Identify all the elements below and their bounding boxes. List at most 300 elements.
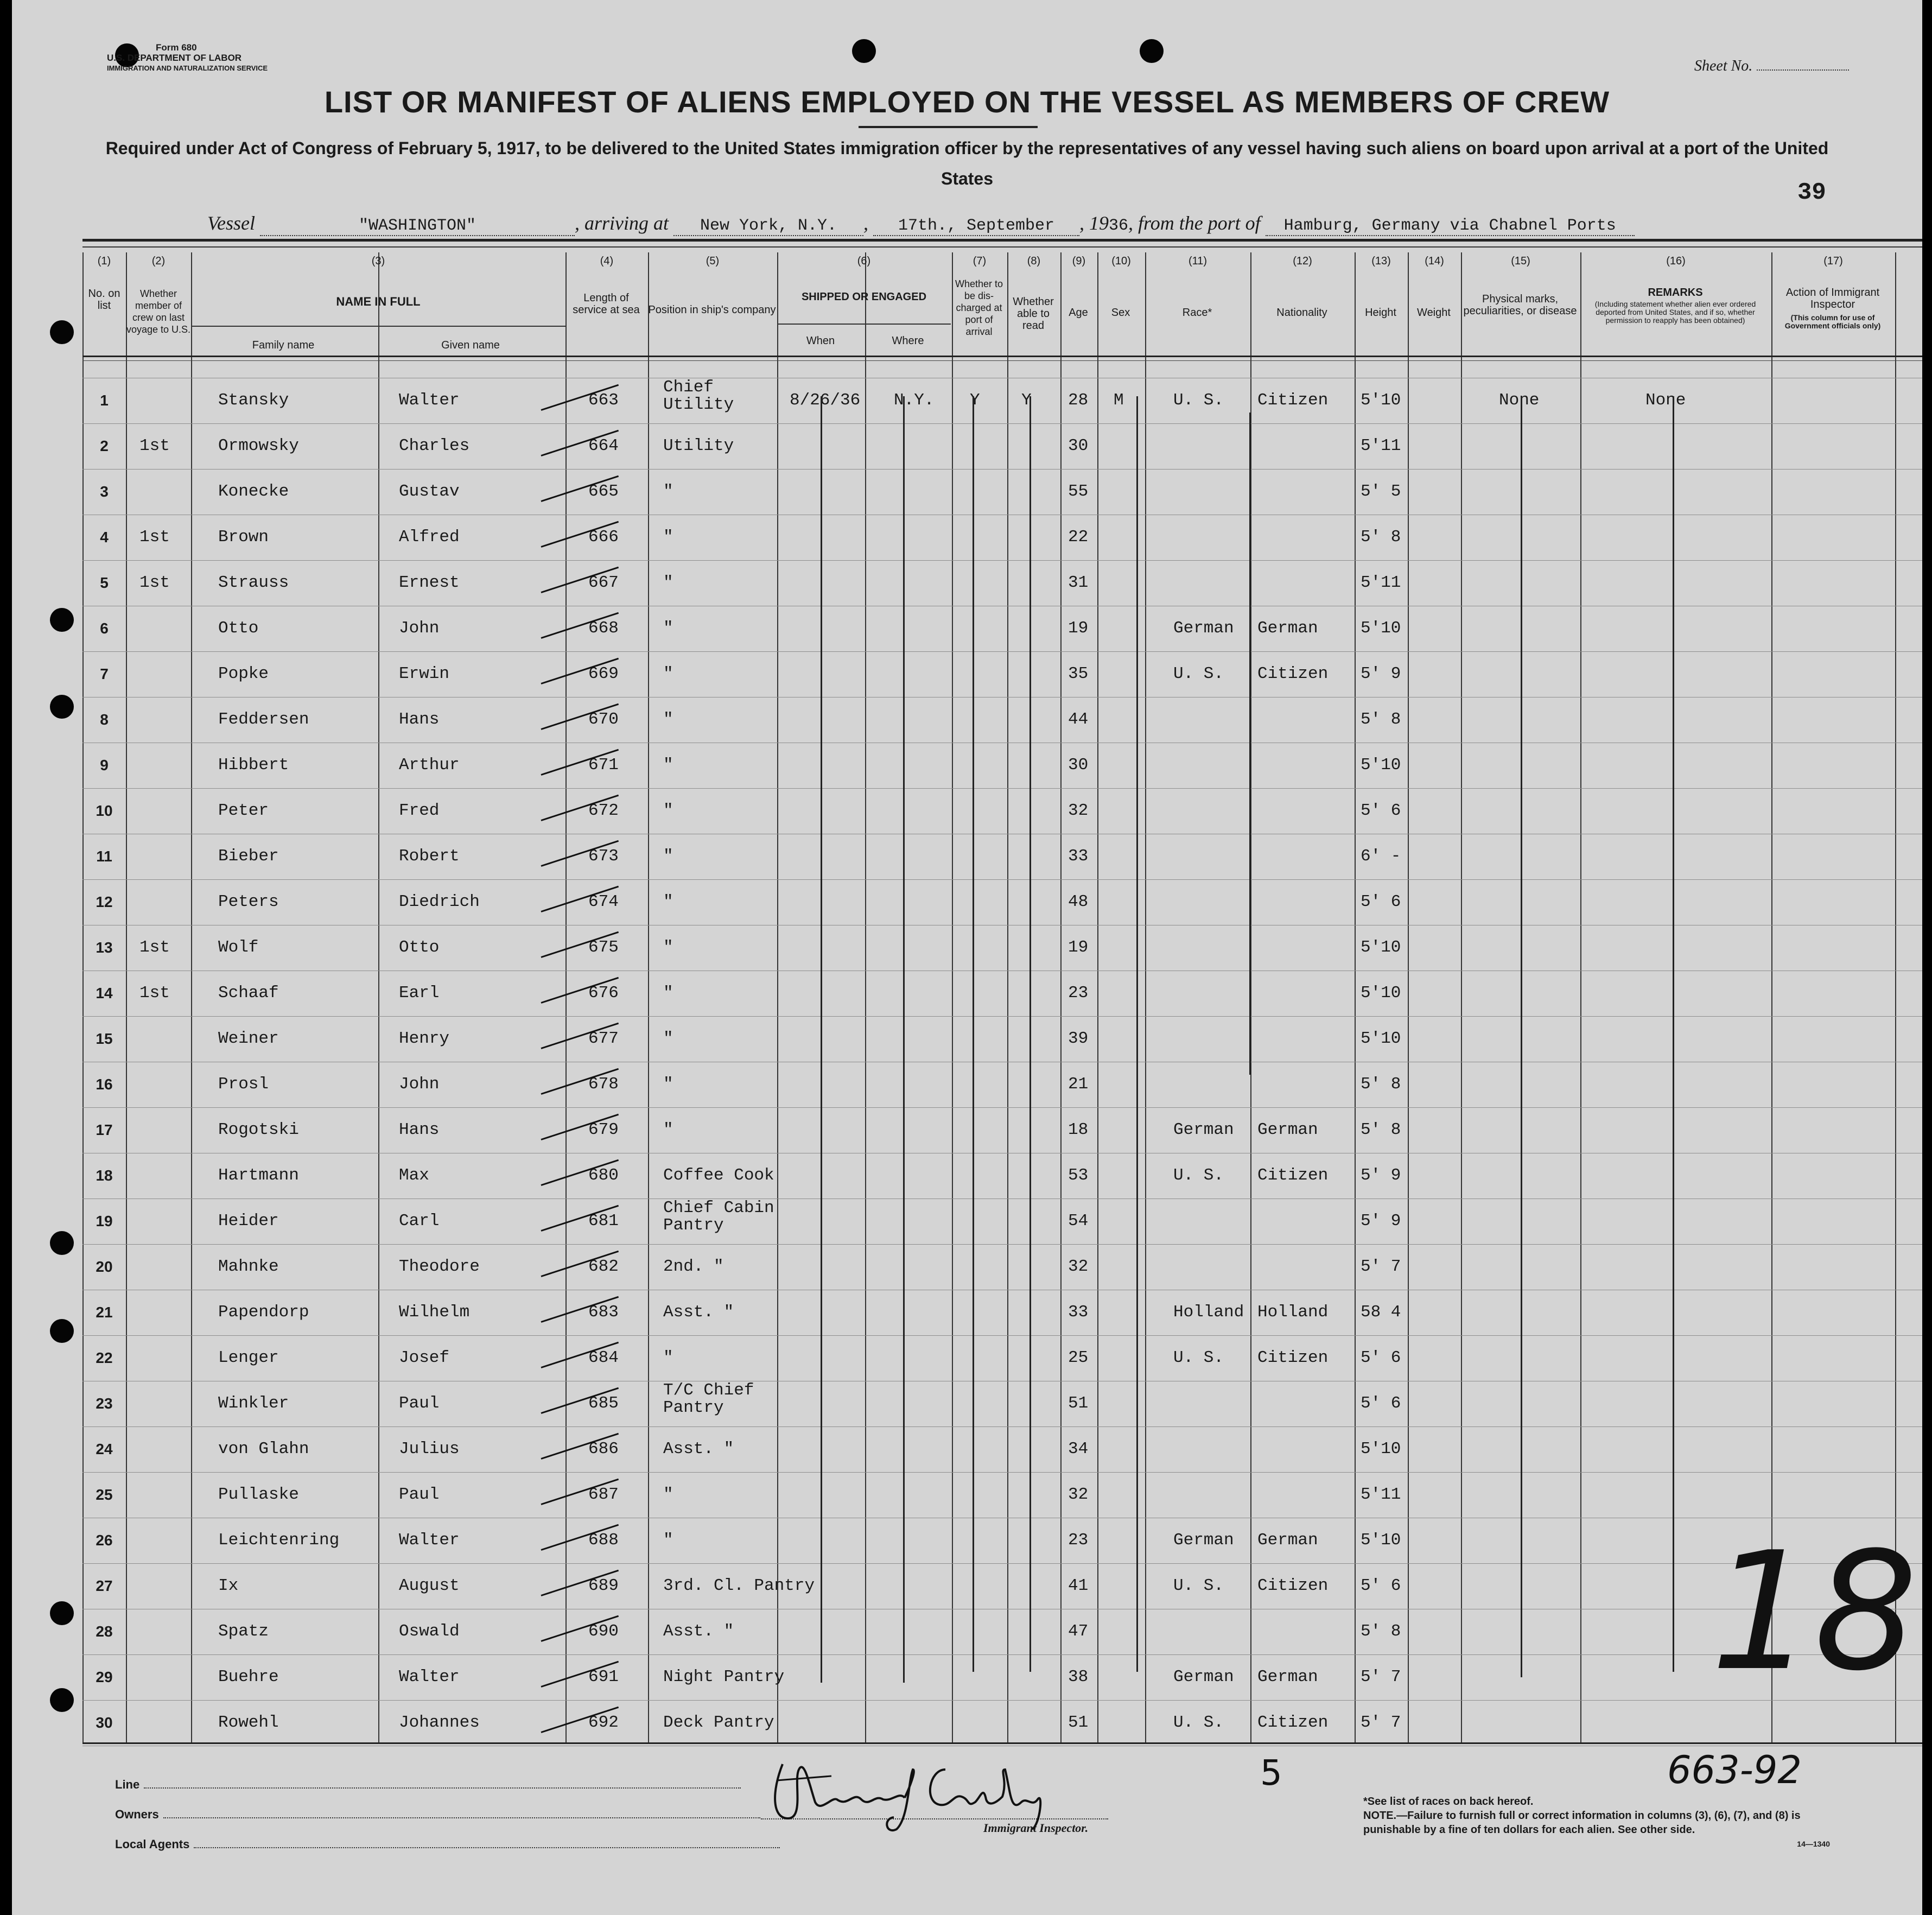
arrival-date: 17th., September <box>898 217 1055 235</box>
service-cell: 665 <box>588 482 619 501</box>
age-cell: 23 <box>1068 1531 1089 1550</box>
family-name-cell: Hibbert <box>218 756 289 775</box>
height-cell: 5' 8 <box>1361 1075 1401 1094</box>
height-cell: 58 4 <box>1361 1303 1401 1322</box>
header-when: When <box>806 335 835 347</box>
column-rule <box>1097 252 1098 1742</box>
family-name-cell: Papendorp <box>218 1303 309 1322</box>
agents-label: Local Agents <box>115 1837 190 1851</box>
position-cell: Night Pantry <box>663 1667 785 1686</box>
position-cell: " <box>663 1029 673 1048</box>
handwritten-range: 663-92 <box>1667 1748 1802 1792</box>
height-cell: 5' 6 <box>1361 892 1401 911</box>
age-cell: 51 <box>1068 1394 1089 1413</box>
header-given-name: Given name <box>441 339 500 351</box>
row-number: 22 <box>96 1349 113 1366</box>
family-name-cell: Prosl <box>218 1075 269 1094</box>
departure-port: Hamburg, Germany via Chabnel Ports <box>1283 217 1616 235</box>
given-name-cell: Walter <box>399 391 460 410</box>
given-name-cell: Robert <box>399 847 460 866</box>
vessel-line: Vessel "WASHINGTON" , arriving at New York, N.Y. , 17th., September , 1936, from the port of Hamburg, Germany via Chabnel Ports <box>207 212 1635 236</box>
family-name-cell: von Glahn <box>218 1440 309 1459</box>
position-cell: " <box>663 573 673 592</box>
remarks-cell: None <box>1645 391 1686 410</box>
handwritten-count: 18 <box>1711 1517 1918 1707</box>
height-cell: 5'11 <box>1361 436 1401 455</box>
age-cell: 22 <box>1068 528 1089 547</box>
row-number: 21 <box>96 1304 113 1321</box>
given-name-cell: Oswald <box>399 1622 460 1641</box>
header-remarks: REMARKS <box>1648 287 1703 299</box>
header-weight: Weight <box>1417 307 1451 319</box>
age-cell: 32 <box>1068 1485 1089 1504</box>
family-name-cell: Lenger <box>218 1348 279 1367</box>
service-cell: 692 <box>588 1713 619 1732</box>
height-cell: 5' 9 <box>1361 664 1401 683</box>
column-rule <box>191 252 192 1742</box>
age-cell: 21 <box>1068 1075 1089 1094</box>
row-number: 27 <box>96 1577 113 1594</box>
column-number: (16) <box>1666 255 1686 267</box>
service-cell: 681 <box>588 1212 619 1231</box>
race-cell: U. S. <box>1173 391 1224 410</box>
position-cell: " <box>663 1531 673 1550</box>
nationality-cell: Citizen <box>1257 391 1329 410</box>
given-name-cell: Wilhelm <box>399 1303 470 1322</box>
last-voyage-cell: 1st <box>139 528 170 547</box>
age-cell: 39 <box>1068 1029 1089 1048</box>
given-name-cell: Arthur <box>399 756 460 775</box>
note-races: *See list of races on back hereof. <box>1363 1796 1534 1808</box>
height-cell: 5' 9 <box>1361 1212 1401 1231</box>
column-rule <box>648 252 649 1742</box>
last-voyage-cell: 1st <box>139 573 170 592</box>
column-number: (1) <box>97 255 111 267</box>
header-position: Position in ship's company <box>648 304 776 316</box>
service-cell: 664 <box>588 436 619 455</box>
header-read: Whether able to read <box>1013 296 1054 332</box>
row-number: 3 <box>100 483 109 500</box>
service-cell: 668 <box>588 619 619 638</box>
race-cell: U. S. <box>1173 1166 1224 1185</box>
age-cell: 28 <box>1068 391 1089 410</box>
from-label: , from the port of <box>1128 212 1261 234</box>
service-cell: 680 <box>588 1166 619 1185</box>
height-cell: 5' 6 <box>1361 1348 1401 1367</box>
age-cell: 23 <box>1068 984 1089 1003</box>
height-cell: 5'10 <box>1361 1440 1401 1459</box>
height-cell: 5' 8 <box>1361 1120 1401 1139</box>
family-name-cell: Brown <box>218 528 269 547</box>
column-number: (11) <box>1188 255 1208 267</box>
family-name-cell: Leichtenring <box>218 1531 340 1550</box>
height-cell: 5'10 <box>1361 391 1401 410</box>
form-code: 14—1340 <box>1797 1840 1830 1848</box>
column-number: (13) <box>1371 255 1391 267</box>
column-rule <box>378 252 379 1742</box>
family-name-cell: Winkler <box>218 1394 289 1413</box>
column-number: (7) <box>973 255 987 267</box>
service-cell: 679 <box>588 1120 619 1139</box>
manifest-page <box>12 0 1922 1915</box>
height-cell: 5' 6 <box>1361 1576 1401 1595</box>
given-name-cell: Josef <box>399 1348 450 1367</box>
race-cell: U. S. <box>1173 1348 1224 1367</box>
height-cell: 5' 6 <box>1361 1394 1401 1413</box>
owners-field <box>115 1808 760 1822</box>
given-name-cell: Charles <box>399 436 470 455</box>
age-cell: 33 <box>1068 1303 1089 1322</box>
note-penalty: NOTE.—Failure to furnish full or correct information in columns (3), (6), (7), and (8) is punishable by a fine of ten dollars for each alien. See other side. <box>1363 1810 1801 1836</box>
row-number: 4 <box>100 529 109 546</box>
height-cell: 5'10 <box>1361 1029 1401 1048</box>
ditto-line <box>1136 396 1138 1672</box>
family-name-cell: Ix <box>218 1576 239 1595</box>
column-rule <box>1580 252 1581 1742</box>
height-cell: 5'11 <box>1361 573 1401 592</box>
race-cell: U. S. <box>1173 1576 1224 1595</box>
age-cell: 55 <box>1068 482 1089 501</box>
height-cell: 5' 8 <box>1361 528 1401 547</box>
given-name-cell: Diedrich <box>399 892 480 911</box>
column-rule <box>1461 252 1462 1742</box>
race-cell: German <box>1173 1667 1234 1686</box>
given-name-cell: Julius <box>399 1440 460 1459</box>
age-cell: 32 <box>1068 801 1089 820</box>
column-rule <box>1145 252 1146 1742</box>
age-cell: 54 <box>1068 1212 1089 1231</box>
family-name-cell: Spatz <box>218 1622 269 1641</box>
shipped-when-cell: 8/26/36 <box>790 391 861 410</box>
height-cell: 5' 5 <box>1361 482 1401 501</box>
nationality-cell: Citizen <box>1257 1713 1329 1732</box>
position-cell: 3rd. Cl. Pantry <box>663 1576 815 1595</box>
height-cell: 5' 7 <box>1361 1257 1401 1276</box>
age-cell: 47 <box>1068 1622 1089 1641</box>
position-cell: Asst. " <box>663 1303 734 1322</box>
header-nationality: Nationality <box>1276 307 1327 319</box>
arrival-year: 36 <box>1109 217 1129 235</box>
height-cell: 5'10 <box>1361 984 1401 1003</box>
family-name-cell: Heider <box>218 1212 279 1231</box>
given-name-cell: Henry <box>399 1029 450 1048</box>
row-number: 1 <box>100 392 109 409</box>
family-name-cell: Bieber <box>218 847 279 866</box>
header-name-in-full: NAME IN FULL <box>336 295 421 308</box>
service-cell: 672 <box>588 801 619 820</box>
service-cell: 689 <box>588 1576 619 1595</box>
nationality-cell: German <box>1257 1120 1318 1139</box>
owners-label: Owners <box>115 1808 159 1821</box>
form-number: Form 680 <box>156 42 197 53</box>
row-number: 11 <box>96 848 112 865</box>
page-title: LIST OR MANIFEST OF ALIENS EMPLOYED ON THE VESSEL AS MEMBERS OF CREW <box>324 85 1610 119</box>
row-number: 9 <box>100 757 109 773</box>
age-cell: 44 <box>1068 710 1089 729</box>
column-rule <box>777 252 778 1742</box>
arriving-label: , arriving at <box>574 212 669 234</box>
given-name-cell: Johannes <box>399 1713 480 1732</box>
header-discharged: Whether to be dis-charged at port of arrival <box>955 278 1003 337</box>
ditto-line <box>1249 413 1251 1075</box>
age-cell: 41 <box>1068 1576 1089 1595</box>
column-rule <box>1060 252 1062 1742</box>
column-rule <box>126 252 127 1742</box>
race-cell: U. S. <box>1173 664 1224 683</box>
column-number: (3) <box>371 255 385 267</box>
position-cell: Chief Utility <box>663 378 734 414</box>
position-cell: T/C Chief Pantry <box>663 1381 754 1417</box>
column-number: (10) <box>1111 255 1131 267</box>
row-number: 13 <box>96 939 113 956</box>
position-cell: " <box>663 528 673 547</box>
given-name-cell: Erwin <box>399 664 450 683</box>
age-cell: 32 <box>1068 1257 1089 1276</box>
service-cell: 673 <box>588 847 619 866</box>
family-name-cell: Peters <box>218 892 279 911</box>
ditto-line <box>1029 396 1031 1672</box>
height-cell: 5' 6 <box>1361 801 1401 820</box>
given-name-cell: Ernest <box>399 573 460 592</box>
footer-note <box>1363 1794 1852 1851</box>
given-name-cell: John <box>399 619 440 638</box>
given-name-cell: Otto <box>399 938 440 957</box>
row-number: 16 <box>96 1076 113 1093</box>
physical-cell: None <box>1499 391 1540 410</box>
row-number: 2 <box>100 437 109 454</box>
height-cell: 5' 8 <box>1361 710 1401 729</box>
position-cell: " <box>663 1348 673 1367</box>
family-name-cell: Rowehl <box>218 1713 279 1732</box>
column-number: (4) <box>600 255 614 267</box>
position-cell: Coffee Cook <box>663 1166 774 1185</box>
service-cell: 683 <box>588 1303 619 1322</box>
family-name-cell: Otto <box>218 619 259 638</box>
page-number: 39 <box>1797 179 1826 206</box>
column-number: (5) <box>706 255 720 267</box>
service-cell: 684 <box>588 1348 619 1367</box>
row-number: 14 <box>96 985 113 1001</box>
ditto-line <box>973 396 974 1672</box>
family-name-cell: Wolf <box>218 938 259 957</box>
line-field <box>115 1778 741 1792</box>
row-number: 5 <box>100 574 109 591</box>
service-cell: 670 <box>588 710 619 729</box>
inspector-signature <box>766 1748 1070 1835</box>
service-cell: 675 <box>588 938 619 957</box>
row-number: 24 <box>96 1441 113 1457</box>
age-cell: 30 <box>1068 436 1089 455</box>
position-cell: " <box>663 619 673 638</box>
nationality-cell: German <box>1257 1531 1318 1550</box>
family-name-cell: Strauss <box>218 573 289 592</box>
column-number: (17) <box>1823 255 1843 267</box>
nationality-cell: Citizen <box>1257 664 1329 683</box>
position-cell: " <box>663 1120 673 1139</box>
height-cell: 6' - <box>1361 847 1401 866</box>
service-cell: 667 <box>588 573 619 592</box>
given-name-cell: Walter <box>399 1667 460 1686</box>
row-number: 25 <box>96 1486 113 1503</box>
row-number: 26 <box>96 1532 113 1549</box>
column-rule <box>1007 252 1008 1742</box>
column-rule <box>1408 252 1409 1742</box>
position-cell: " <box>663 801 673 820</box>
service-cell: 688 <box>588 1531 619 1550</box>
given-name-cell: Paul <box>399 1485 440 1504</box>
height-cell: 5' 9 <box>1361 1166 1401 1185</box>
header-action-note: (This column for use of Government officials only) <box>1784 313 1881 330</box>
header-remarks-note: (Including statement whether alien ever ordered deported from United States, and if so, whether permission to reapply has been obtained) <box>1594 300 1756 325</box>
age-cell: 19 <box>1068 619 1089 638</box>
service-cell: 671 <box>588 756 619 775</box>
column-rule <box>952 252 953 1742</box>
family-name-cell: Hartmann <box>218 1166 299 1185</box>
row-number: 7 <box>100 665 109 682</box>
row-number: 15 <box>96 1030 113 1047</box>
age-cell: 30 <box>1068 756 1089 775</box>
age-cell: 51 <box>1068 1713 1089 1732</box>
handwritten-five: 5 <box>1260 1753 1282 1793</box>
height-cell: 5'11 <box>1361 1485 1401 1504</box>
service-name: IMMIGRATION AND NATURALIZATION SERVICE <box>107 64 268 72</box>
given-name-cell: John <box>399 1075 440 1094</box>
family-name-cell: Feddersen <box>218 710 309 729</box>
age-cell: 33 <box>1068 847 1089 866</box>
service-cell: 686 <box>588 1440 619 1459</box>
header-race: Race* <box>1182 307 1212 319</box>
header-last-voyage: Whether member of crew on last voyage to U.S. <box>126 288 191 335</box>
last-voyage-cell: 1st <box>139 984 170 1003</box>
position-cell: " <box>663 1485 673 1504</box>
row-number: 19 <box>96 1213 113 1229</box>
given-name-cell: Walter <box>399 1531 460 1550</box>
row-number: 30 <box>96 1714 113 1731</box>
nationality-cell: Citizen <box>1257 1348 1329 1367</box>
header-family-name: Family name <box>252 339 315 351</box>
nationality-cell: German <box>1257 619 1318 638</box>
position-cell: " <box>663 710 673 729</box>
ditto-line <box>1521 396 1522 1677</box>
given-name-cell: Theodore <box>399 1257 480 1276</box>
age-cell: 19 <box>1068 938 1089 957</box>
family-name-cell: Buehre <box>218 1667 279 1686</box>
column-rule <box>865 252 866 1742</box>
height-cell: 5' 8 <box>1361 1622 1401 1641</box>
given-name-cell: Hans <box>399 710 440 729</box>
discharged-cell: Y <box>970 391 980 410</box>
header-no-on-list: No. on list <box>88 288 120 312</box>
family-name-cell: Konecke <box>218 482 289 501</box>
family-name-cell: Popke <box>218 664 269 683</box>
sex-cell: M <box>1114 391 1124 410</box>
family-name-cell: Pullaske <box>218 1485 299 1504</box>
given-name-cell: Carl <box>399 1212 440 1231</box>
height-cell: 5' 7 <box>1361 1667 1401 1686</box>
arriving-port: New York, N.Y. <box>700 217 837 235</box>
age-cell: 34 <box>1068 1440 1089 1459</box>
header-age: Age <box>1069 307 1088 319</box>
given-name-cell: Gustav <box>399 482 460 501</box>
height-cell: 5'10 <box>1361 756 1401 775</box>
race-cell: German <box>1173 1120 1234 1139</box>
service-cell: 677 <box>588 1029 619 1048</box>
age-cell: 18 <box>1068 1120 1089 1139</box>
given-name-cell: August <box>399 1576 460 1595</box>
given-name-cell: Hans <box>399 1120 440 1139</box>
race-cell: U. S. <box>1173 1713 1224 1732</box>
height-cell: 5'10 <box>1361 938 1401 957</box>
agents-field <box>115 1837 780 1851</box>
service-cell: 676 <box>588 984 619 1003</box>
age-cell: 35 <box>1068 664 1089 683</box>
shipped-where-cell: N.Y. <box>894 391 935 410</box>
department-name: U.S. DEPARTMENT OF LABOR <box>107 53 242 63</box>
ditto-line <box>1673 396 1674 1672</box>
age-cell: 31 <box>1068 573 1089 592</box>
line-label: Line <box>115 1778 140 1791</box>
service-cell: 666 <box>588 528 619 547</box>
given-name-cell: Fred <box>399 801 440 820</box>
family-name-cell: Stansky <box>218 391 289 410</box>
header-length-service: Length of service at sea <box>573 292 640 316</box>
inspector-label: Immigrant Inspector. <box>983 1821 1089 1835</box>
sheet-label: Sheet No. <box>1694 58 1753 74</box>
height-cell: 5'10 <box>1361 1531 1401 1550</box>
nationality-cell: Holland <box>1257 1303 1329 1322</box>
column-number: (15) <box>1511 255 1530 267</box>
column-rule <box>82 252 84 1742</box>
race-cell: German <box>1173 1531 1234 1550</box>
last-voyage-cell: 1st <box>139 938 170 957</box>
given-name-cell: Max <box>399 1166 429 1185</box>
column-number: (9) <box>1072 255 1086 267</box>
year-prefix: , 19 <box>1079 212 1109 234</box>
service-cell: 669 <box>588 664 619 683</box>
family-name-cell: Schaaf <box>218 984 279 1003</box>
page-subtitle: Required under Act of Congress of February 5, 1917, to be delivered to the United States immigration officer by the representatives of any vessel having such aliens on board upon arrival at a port of the United States <box>105 138 1829 188</box>
column-number: (12) <box>1293 255 1312 267</box>
family-name-cell: Mahnke <box>218 1257 279 1276</box>
header-physical: Physical marks, peculiarities, or disease <box>1463 293 1577 317</box>
service-cell: 674 <box>588 892 619 911</box>
age-cell: 53 <box>1068 1166 1089 1185</box>
family-name-cell: Ormowsky <box>218 436 299 455</box>
header-where: Where <box>892 335 924 347</box>
service-cell: 678 <box>588 1075 619 1094</box>
position-cell: " <box>663 756 673 775</box>
position-cell: " <box>663 984 673 1003</box>
row-number: 8 <box>100 711 109 728</box>
row-number: 23 <box>96 1395 113 1412</box>
race-cell: German <box>1173 619 1234 638</box>
family-name-cell: Peter <box>218 801 269 820</box>
row-number: 10 <box>96 802 113 819</box>
age-cell: 25 <box>1068 1348 1089 1367</box>
service-cell: 690 <box>588 1622 619 1641</box>
age-cell: 48 <box>1068 892 1089 911</box>
row-number: 29 <box>96 1669 113 1685</box>
position-cell: " <box>663 664 673 683</box>
race-cell: Holland <box>1173 1303 1244 1322</box>
column-rule <box>1355 252 1356 1742</box>
position-cell: Utility <box>663 436 734 455</box>
column-rule <box>565 252 567 1742</box>
age-cell: 38 <box>1068 1667 1089 1686</box>
header-action: Action of Immigrant Inspector <box>1785 287 1880 310</box>
service-cell: 663 <box>588 391 619 410</box>
row-number: 20 <box>96 1258 113 1275</box>
